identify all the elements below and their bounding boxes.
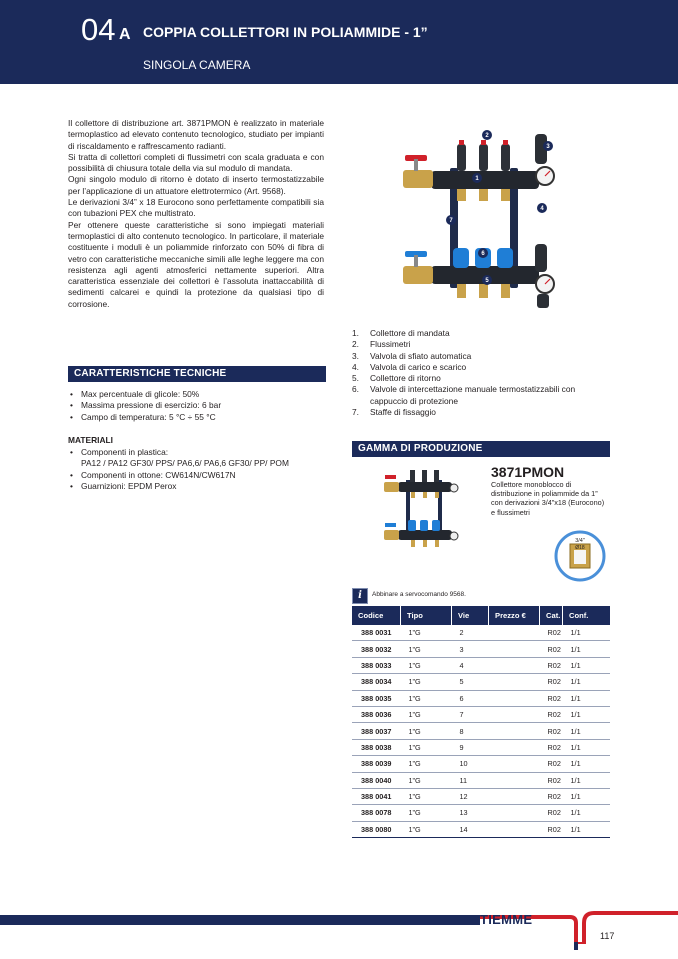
column-header: Prezzo € [489, 606, 540, 625]
table-cell: 388 0031 [352, 625, 401, 641]
table-cell: 1”G [401, 821, 452, 837]
table-cell: 10 [452, 756, 489, 772]
intro-paragraph: Il collettore di distribuzione art. 3871PMON è realizzato in materiale termoplastico ad elevato contenuto tecnologico, studiato per impianti di riscaldamento e raffrescamento radianti. [68, 118, 324, 151]
table-row [352, 756, 610, 772]
callout-2: 2 [485, 133, 489, 139]
callout-3: 3 [546, 144, 550, 150]
table-cell [489, 641, 540, 657]
table-row [352, 739, 610, 755]
table-cell: 388 0034 [352, 674, 401, 690]
manifold-illustration [395, 126, 575, 324]
column-header: Vie [452, 606, 489, 625]
tech-item: • Max percentuale di glicole: 50% [68, 389, 326, 400]
table-row [352, 788, 610, 804]
parts-item-number: 1. [352, 328, 359, 338]
table-cell: R02 [540, 674, 563, 690]
intro-paragraph: Ogni singolo modulo di ritorno è dotato di inserto termostatizzabile per l’applicazione di un attuatore elettrotermico (Art. 9568). [68, 174, 324, 196]
table-cell: 5 [452, 674, 489, 690]
materials-item: • Guarnizioni: EPDM Perox [68, 481, 326, 492]
intro-paragraph: Per ottenere queste caratteristiche si sono impiegati materiali termoplastici di alto contenuto tecnologico. In particolare, il materiale costituente i moduli è un poliammide rinforzato con 50% di fibra di vetro con caratteristiche meccaniche simili alle leghe leggere ma con resistenza agli agenti atmosferici nettamente superiori. Altra caratteristica essenziale dei collettori è l’assoluta inattaccabilità di sedimenti calcarei e quindi la protezione da qualsiasi tipo di corrosione. [68, 219, 324, 309]
ball-valve-return [403, 266, 433, 284]
page-header [0, 0, 678, 84]
supply-manifold [431, 171, 539, 189]
table-cell: 1”G [401, 739, 452, 755]
table-cell: 1/1 [563, 706, 611, 722]
info-icon: i [352, 588, 368, 604]
table-cell: 7 [452, 706, 489, 722]
table-cell: 388 0041 [352, 788, 401, 804]
callout-5: 5 [485, 278, 489, 284]
table-cell: 1”G [401, 674, 452, 690]
table-cell: 13 [452, 805, 489, 821]
materials-item [68, 447, 326, 470]
section-letter: A [119, 26, 131, 43]
table-cell: 1”G [401, 641, 452, 657]
table-cell: R02 [540, 723, 563, 739]
callout-7: 7 [449, 218, 453, 224]
parts-item [352, 351, 614, 362]
table-row [352, 690, 610, 706]
column-header: Conf. [563, 606, 611, 625]
table-cell: 6 [452, 690, 489, 706]
table-cell: 388 0037 [352, 723, 401, 739]
table-cell: 1/1 [563, 821, 611, 837]
page-number: 117 [600, 931, 615, 941]
table-cell: 1/1 [563, 690, 611, 706]
parts-item [352, 407, 614, 418]
table-cell [489, 756, 540, 772]
table-cell: 388 0033 [352, 657, 401, 673]
parts-item-text: Staffe di fissaggio [370, 407, 436, 418]
flowmeters [457, 140, 510, 171]
table-row [352, 723, 610, 739]
table-cell: 8 [452, 723, 489, 739]
table-cell: 1”G [401, 788, 452, 804]
product-codes-table [352, 606, 610, 838]
parts-item-number: 6. [352, 384, 359, 395]
table-cell: 1/1 [563, 739, 611, 755]
parts-item-text: Valvole di intercettazione manuale termostatizzabili con cappuccio di protezione [370, 384, 576, 406]
table-cell: R02 [540, 756, 563, 772]
column-header: Tipo [401, 606, 452, 625]
table-cell: 1”G [401, 706, 452, 722]
table-cell: R02 [540, 805, 563, 821]
table-cell: 1”G [401, 805, 452, 821]
callout-1: 1 [475, 176, 479, 182]
table-cell [489, 674, 540, 690]
table-header-row [352, 606, 610, 625]
table-cell: R02 [540, 690, 563, 706]
supply-outlets [457, 189, 510, 201]
parts-item [352, 362, 614, 373]
tech-item: • Massima pressione di esercizio: 6 bar [68, 400, 326, 411]
parts-item [352, 384, 614, 407]
range-section-header: GAMMA DI PRODUZIONE [352, 441, 610, 457]
drain-valve [537, 294, 549, 308]
table-cell: 9 [452, 739, 489, 755]
table-cell: 388 0039 [352, 756, 401, 772]
table-cell: 388 0032 [352, 641, 401, 657]
table-row [352, 657, 610, 673]
table-cell: 388 0078 [352, 805, 401, 821]
eurocone-badge-icon [554, 530, 606, 582]
intro-paragraph: Le derivazioni 3/4” x 18 Eurocono sono perfettamente compatibili sia con tubazioni PEX che multistrato. [68, 197, 324, 219]
ball-valve-supply [403, 170, 433, 188]
table-body [352, 625, 610, 838]
table-cell [489, 625, 540, 641]
table-cell: 388 0035 [352, 690, 401, 706]
tech-section-header: CARATTERISTICHE TECNICHE [68, 366, 326, 382]
table-cell: 1”G [401, 657, 452, 673]
table-cell: R02 [540, 772, 563, 788]
table-row [352, 674, 610, 690]
table-cell [489, 772, 540, 788]
table-cell: 1/1 [563, 756, 611, 772]
return-outlets [457, 284, 510, 298]
table-row [352, 641, 610, 657]
column-header: Codice [352, 606, 401, 625]
materials-list [68, 447, 326, 492]
table-cell [489, 788, 540, 804]
table-cell: R02 [540, 706, 563, 722]
parts-item-text: Collettore di ritorno [370, 373, 441, 384]
table-cell [489, 706, 540, 722]
intro-text [68, 118, 324, 310]
badge-size: Ø18 [575, 545, 585, 551]
table-cell: 2 [452, 625, 489, 641]
table-cell: R02 [540, 625, 563, 641]
materials-item: • Componenti in ottone: CW614N/CW617N [68, 470, 326, 481]
table-cell: 1”G [401, 772, 452, 788]
table-cell: 1”G [401, 723, 452, 739]
table-cell: R02 [540, 739, 563, 755]
table-cell [489, 690, 540, 706]
product-code: 3871PMON [491, 464, 565, 480]
callout-4: 4 [540, 206, 544, 212]
table-cell [489, 723, 540, 739]
table-cell: 1/1 [563, 674, 611, 690]
table-cell [489, 805, 540, 821]
parts-item-number: 3. [352, 350, 359, 361]
table-row [352, 625, 610, 641]
table-cell: 11 [452, 772, 489, 788]
table-row [352, 805, 610, 821]
table-cell: 1/1 [563, 625, 611, 641]
table-cell: 388 0036 [352, 706, 401, 722]
table-cell: 1/1 [563, 805, 611, 821]
table-cell: 14 [452, 821, 489, 837]
air-vent-bottom [535, 244, 547, 272]
table-cell: R02 [540, 788, 563, 804]
product-description: Collettore monoblocco di distribuzione in poliammide da 1” con derivazioni 3/4”x18 (Eurocono) e flussimetri [491, 480, 605, 517]
parts-item-text: Collettore di mandata [370, 328, 450, 338]
table-cell [489, 821, 540, 837]
parts-item-number: 5. [352, 373, 359, 384]
table-cell: 388 0038 [352, 739, 401, 755]
table-cell: 388 0080 [352, 821, 401, 837]
parts-list [352, 328, 614, 418]
table-row [352, 772, 610, 788]
table-cell: 1/1 [563, 641, 611, 657]
column-header: Cat. [540, 606, 563, 625]
parts-item-text: Valvola di sfiato automatica [370, 350, 472, 361]
table-cell: 1/1 [563, 723, 611, 739]
materials-plastic-detail: PA12 / PA12 GF30/ PPS/ PA6,6/ PA6,6 GF30/ PP/ POM [81, 458, 289, 469]
materials-title: MATERIALI [68, 435, 113, 445]
parts-item [352, 328, 614, 339]
page-subtitle: SINGOLA CAMERA [143, 58, 251, 72]
table-cell: 3 [452, 641, 489, 657]
table-cell: 1”G [401, 625, 452, 641]
table-row [352, 706, 610, 722]
callout-6: 6 [481, 251, 485, 257]
tech-list [68, 389, 326, 423]
parts-item-number: 2. [352, 339, 359, 350]
parts-item-number: 7. [352, 407, 359, 418]
parts-item-text: Flussimetri [370, 339, 411, 350]
footer-bar [0, 915, 480, 925]
table-cell: 388 0040 [352, 772, 401, 788]
table-row [352, 821, 610, 837]
page-title: COPPIA COLLETTORI IN POLIAMMIDE - 1” [143, 24, 428, 40]
table-cell [489, 657, 540, 673]
brand-logo: TIEMME [480, 912, 533, 927]
intro-paragraph: Si tratta di collettori completi di flussimetri con scala graduata e con possibilità di chiusura totale della via sul modulo di mandata. [68, 151, 324, 174]
table-cell: 4 [452, 657, 489, 673]
section-number: 04 [81, 12, 116, 47]
table-cell: 1/1 [563, 657, 611, 673]
parts-item-text: Valvola di carico e scarico [370, 361, 467, 372]
parts-item [352, 339, 614, 350]
table-cell: 12 [452, 788, 489, 804]
parts-item-number: 4. [352, 361, 359, 372]
table-cell: 1/1 [563, 788, 611, 804]
badge-thread: 3/4" [575, 538, 585, 544]
info-note: Abbinare a servocomando 9568. [372, 591, 466, 598]
table-cell [489, 739, 540, 755]
table-cell: R02 [540, 657, 563, 673]
table-cell: 1/1 [563, 772, 611, 788]
table-cell: R02 [540, 641, 563, 657]
materials-item-label: Componenti in plastica: [81, 447, 169, 457]
tech-item: • Campo di temperatura: 5 °C ÷ 55 °C [68, 412, 326, 423]
parts-item [352, 373, 614, 384]
table-cell: 1”G [401, 756, 452, 772]
table-cell: R02 [540, 821, 563, 837]
table-cell: 1”G [401, 690, 452, 706]
product-thumbnail [382, 462, 462, 556]
